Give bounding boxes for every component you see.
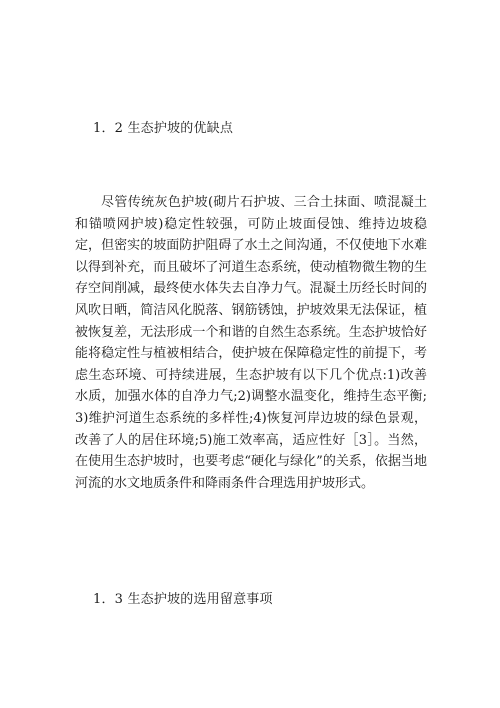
section-paragraph: 尽管传统灰色护坡(砌片石护坡、三合土抹面、喷混凝土和锚喷网护坡)稳定性较强，可防止坡面侵蚀、维持边坡稳定，但密实的坡面防护阻碍了水土之间沟通，不仅使地下水难以得到补充，而且破坏了河道生态系统，使动植物微生物的生存空间削减，最终使水体失去自净力气。混凝土历经长时间的风吹日晒，简洁风化脱落、钢筋锈蚀，护坡效果无法保证，植被恢复差，无法形成一个和谐的自然生态系统。生态护坡恰好能将稳定性与植被相结合，使护坡在保障稳定性的前提下，考虑生态环境、可持续进展，生态护坡有以下几个优点:1)改善水质，加强水体的自净力气;2)调整水温变化，维持生态平衡;3)维护河道生态系统的多样性;4)恢复河岸边坡的绿色景观，改善了人的居住环境;5)施工效率高，适应性好［3］。当然，在使用生态护坡时，也要考虑“硬化与绿化”的关系，依据当地河流的水文地质条件和降雨条件合理选用护坡形式。 bbox=[75, 195, 427, 491]
section-heading: 1．2 生态护坡的优缺点 bbox=[93, 121, 234, 136]
section-heading: 1．3 生态护坡的选用留意事项 bbox=[93, 592, 273, 607]
